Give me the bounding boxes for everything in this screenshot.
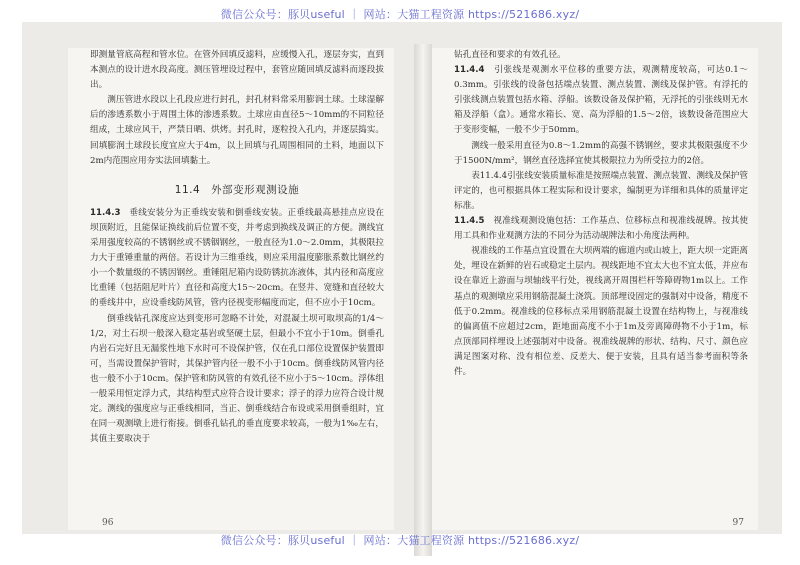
clause-text: 引张线是观测水平位移的重要方法，观测精度较高，可达0.1～0.3mm。引张线的设备包括端点装置、测点装置、测线及保护管。有浮托的引张线测点装置包括水箱、浮船。该数设备及保护箱，无浮托的引张线则无水箱及浮船（盒）。通常水箱长、宽、高为浮船的1.5～2倍，该数设备范围应大于变形变幅，一般不少于50mm。 xyxy=(454,65,748,136)
left-page-text xyxy=(90,48,384,447)
page-number: 96 xyxy=(102,518,114,528)
clause-number: 11.4.4 xyxy=(454,65,485,76)
left-page xyxy=(68,48,394,530)
paragraph: 钻孔直径和要求的有效孔径。 xyxy=(454,50,566,60)
clause-11-4-3 xyxy=(90,206,384,312)
paragraph: 测压管进水段以上孔段应进行封孔，封孔材料常采用膨润土球。土球湿解后的渗透系数小于周围土体的渗透系数。土球应由直径5～10mm的不同粒径组成，土球应风干，严禁日晒、烘烤。封孔时，逐粒投入孔内，并逐层捣实。回填膨润土球段长度宜应大于4m，以上回填与孔周围相同的土料，地面以下2m内范围应用夯实法回填黏土。 xyxy=(90,95,384,166)
clause-number: 11.4.3 xyxy=(90,207,121,218)
watermark-bottom: 微信公众号：豚贝useful ｜ 网站：大猫工程资源 https://521686.xyz/ xyxy=(220,534,580,547)
paragraph: 视准线的工作基点宜设置在大坝两端的廊道内或山坡上，距大坝一定距离处，埋设在新鲜的岩石或稳定土层内。视线距地不宜太大也不宜太低，并应布设在靠近上游面与坝轴线平行处，视线离开周围栏杆等障碍物1m以上。工作基点的观测墩应采用钢筋混凝土浇筑。顶部埋设固定的强制对中设备，精度不低于0.2mm。视准线的位移标点采用钢筋混凝土设置在结构物上，与视准线的偏离值不应超过2cm，距地面高度不小于1m及旁离障碍物不小于1m，标点顶部同样埋设上述强制对中设备。视准线觇牌的形状、结构、尺寸、颜色应满足图案对称、没有相位差、反差大、便于安装，且具有适当参考面积等条件。 xyxy=(454,246,748,377)
book-spread xyxy=(22,22,782,534)
section-title: 11.4 外部变形观测设施 xyxy=(174,183,300,196)
clause-11-4-4 xyxy=(454,63,748,138)
clause-number: 11.4.5 xyxy=(454,216,485,227)
paragraph: 倒垂线钻孔深度应达到变形可忽略不计处，对混凝土坝可取坝高的1/4～1/2，对土石坝一般深入稳定基岩或坚硬土层，但最小不宜小于10m。倒垂孔内岩石完好且无漏浆性地下水时可不设保护管，仅在孔口部位设置保护装置即可，当需设置保护管时，其保护管内径一般不小于10cm。倒垂线防风管内径也一般不小于10cm。保护管和防风管的有效孔径不应小于5～10cm。浮体组一般采用恒定浮力式，其结构型式应符合设计要求；浮子的浮力应符合设计规定。测线的强度应与正垂线相同，当正、倒垂线结合布设或采用倒垂组时，宜在同一观测墩上进行衔接。倒垂孔钻孔的垂直度要求较高，一般为1‰左右，其值主要取决于 xyxy=(90,313,384,445)
clause-text: 垂线安装分为正垂线安装和倒垂线安装。正垂线最高悬挂点应设在坝顶附近，且能保证换线前后位置不变，并考虑到换线及调正的方便。测线宜采用强度较高的不锈钢丝或不锈铟钢丝，一般直径为1.0～2.0mm，其极限拉力大于重锤重量的两倍。若设计为三维垂线，则应采用温度膨胀系数比钢丝约小一个数量级的不锈因钢丝。重锤阻尼箱内设防锈抗冻液体，其内径和高度应比重锤（包括阻尼叶片）直径和高度大15～20cm。在竖井、宽缝和直径较大的垂线井中，应设垂线防风管，管内径视变形幅度而定，但不应小于10cm。 xyxy=(90,207,384,309)
paragraph: 测线一般采用直径为0.8～1.2mm的高强不锈钢丝，要求其极限强度不少于1500N/mm²，钢丝直径选择宜使其极限拉力为所受拉力的2倍。 xyxy=(454,140,748,166)
right-page xyxy=(432,48,758,530)
clause-text: 视准线观测设施包括：工作基点、位移标点和视准线觇牌。按其使用工具和作业观测方法的不同分为活动觇牌法和小角度法两种。 xyxy=(454,216,748,242)
page-number: 97 xyxy=(732,518,744,528)
watermark-top: 微信公众号：豚贝useful ｜ 网站：大猫工程资源 https://521686.xyz/ xyxy=(220,8,580,21)
book-gutter xyxy=(414,44,432,556)
paragraph: 即测量管底高程和管水位。在管外回填反滤料，应缓慢入孔，逐层夯实，直到本测点的设计进水段高度。测压管埋设过程中，套管应随回填反滤料而逐段拔出。 xyxy=(90,50,384,91)
right-page-text xyxy=(454,48,748,380)
clause-11-4-5 xyxy=(454,214,748,244)
paragraph: 表11.4.4引张线安装质量标准是按照端点装置、测点装置、测线及保护管评定的，也可根据具体工程实际和设计要求，编制更为详细和具体的质量评定标准。 xyxy=(454,170,748,211)
